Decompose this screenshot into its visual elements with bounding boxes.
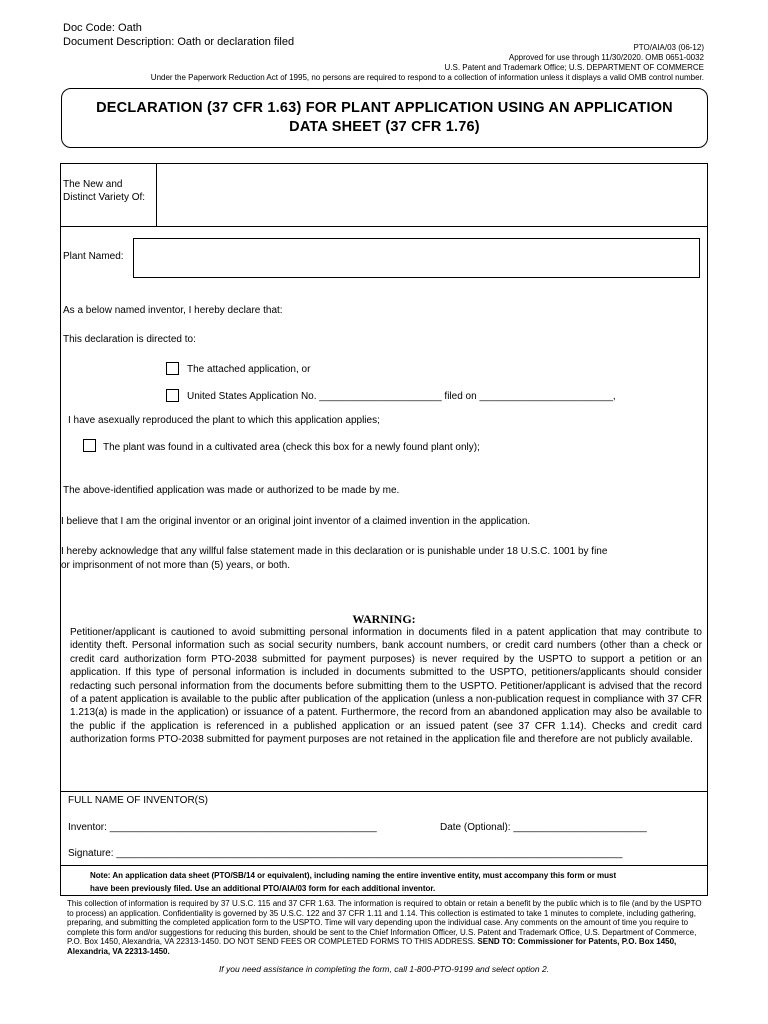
directed-to-statement: This declaration is directed to:: [63, 334, 196, 345]
original-inventor-statement: I believe that I am the original inventor or an original joint inventor of a claimed invention in the application.: [61, 516, 531, 527]
send-to-address: SEND TO: Commissioner for Patents, P.O. Box 1450, Alexandria, VA 22313-1450.: [67, 937, 677, 956]
variety-field[interactable]: [160, 168, 705, 223]
approval-text: Approved for use through 11/30/2020. OMB 0651-0032: [508, 53, 704, 62]
acknowledgement-statement: [61, 545, 706, 573]
paperwork-notice: Under the Paperwork Reduction Act of 1995, no persons are required to respond to a collection of information unless it displays a valid OMB control number.: [150, 73, 704, 82]
note-divider: [60, 865, 708, 866]
note-text: [90, 869, 706, 895]
note-line-1: Note: An application data sheet (PTO/SB/14 or equivalent), including naming the entire inventive entity, must accompany this form or must: [90, 871, 617, 880]
inventor-section-divider: [60, 791, 708, 792]
attached-application-label: The attached application, or: [187, 364, 311, 375]
asexual-statement: I have asexually reproduced the plant to which this application applies;: [68, 415, 380, 426]
form-title: [61, 88, 708, 148]
doc-code: Doc Code: Oath: [63, 22, 142, 34]
title-line-1: DECLARATION (37 CFR 1.63) FOR PLANT APPLICATION USING AN APPLICATION: [96, 100, 673, 116]
declare-statement: As a below named inventor, I hereby declare that:: [63, 305, 283, 316]
inventor-name-field[interactable]: Inventor: ________________________________________________: [68, 822, 377, 833]
acknowledgement-line-1: I hereby acknowledge that any willful false statement made in this declaration or is punishable under 18 U.S.C. 1001 by fine: [61, 546, 608, 557]
acknowledgement-line-2: or imprisonment of not more than (5) years, or both.: [61, 560, 290, 571]
variety-label-line-2: Distinct Variety Of:: [63, 192, 146, 203]
collection-text: This collection of information is required by 37 U.S.C. 115 and 37 CFR 1.63. The information is required to obtain or retain a benefit by the public which is to file (and by the USPTO to process) an application. Confidentiality is governed by 35 U.S.C. 122 and 37 CFR 1.11 and 1.14. This collection is estimated to take 1 minutes to complete, including gathering, preparing, and submitting the completed application form to the USPTO. Time will vary depending upon the individual case. Any comments on the amount of time you require to complete this form and/or suggestions for reducing this burden, should be sent to the Chief Information Officer, U.S. Patent and Trademark Office, U.S. Department of Commerce, P.O. Box 1450, Alexandria, VA 22313-1450. DO NOT SEND FEES OR COMPLETED FORMS TO THIS ADDRESS.: [67, 899, 702, 947]
attached-application-checkbox[interactable]: [166, 362, 179, 375]
variety-label: [63, 178, 158, 204]
inventor-heading: FULL NAME OF INVENTOR(S): [68, 795, 209, 806]
us-application-label: United States Application No. ______________________ filed on ________________________,: [187, 391, 616, 402]
assistance-text: If you need assistance in completing the form, call 1-800-PTO-9199 and select option 2.: [218, 964, 550, 974]
plant-named-label: Plant Named:: [63, 251, 124, 262]
date-field[interactable]: Date (Optional): ________________________: [440, 822, 647, 833]
authorized-statement: The above-identified application was made or authorized to be made by me.: [63, 485, 400, 496]
note-line-2: have been previously filed. Use an additional PTO/AIA/03 form for each additional inventor.: [90, 884, 436, 893]
doc-description: Document Description: Oath or declaration filed: [63, 36, 295, 48]
form-number: PTO/AIA/03 (06-12): [633, 43, 704, 52]
title-line-2: DATA SHEET (37 CFR 1.76): [289, 119, 480, 135]
warning-title: WARNING:: [352, 612, 416, 626]
agency-text: U.S. Patent and Trademark Office; U.S. DEPARTMENT OF COMMERCE: [444, 63, 704, 72]
plant-named-field[interactable]: [133, 238, 700, 278]
cultivated-checkbox[interactable]: [83, 439, 96, 452]
collection-notice: [67, 899, 703, 957]
form-info: [64, 43, 704, 83]
cultivated-label: The plant was found in a cultivated area (check this box for a newly found plant only);: [103, 442, 480, 453]
variety-divider: [156, 164, 157, 227]
signature-field[interactable]: Signature: ___________________________________________________________________________________________: [68, 848, 623, 859]
variety-label-line-1: The New and: [63, 179, 123, 190]
variety-row-divider: [60, 226, 708, 227]
warning-body: Petitioner/applicant is cautioned to avoid submitting personal information in documents filed in a patent application that may contribute to identity theft. Personal information such as social security numbers, bank account numbers, or credit card numbers (other than a check or credit card authorization form PTO-2038 submitted for payment purposes) is never required by the USPTO to support a petition or an application. If this type of personal information is included in documents submitted to the USPTO, petitioners/applicants should consider redacting such personal information from the documents before submitting them to the USPTO. Petitioner/applicant is advised that the record of a patent application is available to the public after publication of the application (unless a non-publication request in compliance with 37 CFR 1.213(a) is made in the application) or issuance of a patent. Furthermore, the record from an abandoned application may also be available to the public if the application is referenced in a published application or an issued patent (see 37 CFR 1.14). Checks and credit card authorization forms PTO-2038 submitted for payment purposes are not retained in the application file and therefore are not publicly available.: [70, 627, 702, 746]
us-application-checkbox[interactable]: [166, 389, 179, 402]
